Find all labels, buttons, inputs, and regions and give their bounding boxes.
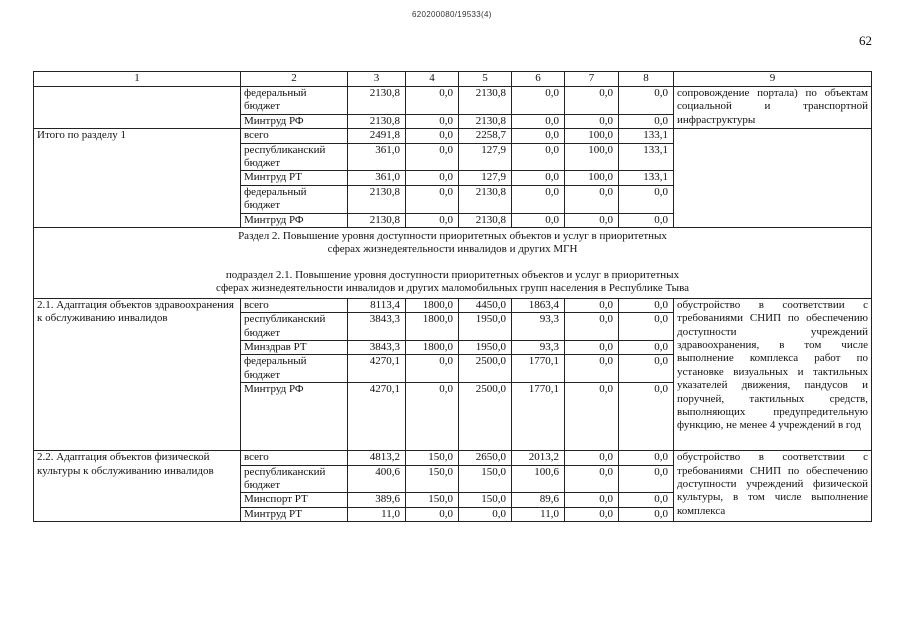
value-cell: 0,0 — [565, 340, 619, 354]
value-cell: 2130,8 — [348, 114, 406, 128]
value-cell: 0,0 — [512, 185, 565, 213]
value-cell: 0,0 — [512, 129, 565, 143]
subsection-heading-line: сферах жизнедеятельности инвалидов и других маломобильных групп населения в Республике Тыва — [215, 282, 690, 295]
value-cell: 0,0 — [565, 355, 619, 383]
subsection-heading — [40, 269, 865, 296]
total-label: Итого по разделу 1 — [34, 129, 241, 228]
value-cell: 0,0 — [565, 298, 619, 312]
table-row — [34, 451, 872, 465]
value-cell: 93,3 — [512, 340, 565, 354]
funding-source-cell: Минспорт РТ — [241, 493, 348, 507]
section-heading-line: сферах жизнедеятельности инвалидов и других МГН — [327, 243, 578, 256]
value-cell: 1950,0 — [459, 340, 512, 354]
value-cell: 0,0 — [512, 171, 565, 185]
value-cell: 89,6 — [512, 493, 565, 507]
value-cell: 0,0 — [406, 383, 459, 451]
column-header: 7 — [565, 72, 619, 87]
note-cell: обустройство в соответствии с требованиями СНИП по обеспечению доступности учреждений здравоохранения, в том числе выполнение комплекса работ по установке визуальных и тактильных указателей движения, пандусов и поручней, тактильных средств, выполняющих предупредительную функцию, не менее 4 учреждений в год — [674, 298, 872, 450]
section-title — [34, 228, 872, 299]
value-cell: 127,9 — [459, 171, 512, 185]
value-cell: 4450,0 — [459, 298, 512, 312]
value-cell: 2650,0 — [459, 451, 512, 465]
funding-source-cell: республиканский бюджет — [241, 465, 348, 493]
section-heading-line: Раздел 2. Повышение уровня доступности приоритетных объектов и услуг в приоритетных — [238, 230, 667, 243]
value-cell: 133,1 — [619, 143, 674, 171]
column-header: 4 — [406, 72, 459, 87]
value-cell: 0,0 — [512, 213, 565, 227]
value-cell: 150,0 — [406, 465, 459, 493]
value-cell: 11,0 — [348, 507, 406, 521]
value-cell: 0,0 — [406, 129, 459, 143]
funding-source-cell: федеральный бюджет — [241, 185, 348, 213]
value-cell: 0,0 — [459, 507, 512, 521]
value-cell: 2130,8 — [348, 87, 406, 115]
value-cell: 0,0 — [619, 87, 674, 115]
value-cell: 0,0 — [619, 185, 674, 213]
value-cell: 1950,0 — [459, 313, 512, 341]
table-row — [34, 87, 872, 115]
funding-source-cell: Минздрав РТ — [241, 340, 348, 354]
value-cell: 400,6 — [348, 465, 406, 493]
value-cell: 0,0 — [512, 87, 565, 115]
value-cell: 0,0 — [619, 507, 674, 521]
value-cell: 2130,8 — [459, 213, 512, 227]
value-cell: 0,0 — [565, 185, 619, 213]
value-cell: 8113,4 — [348, 298, 406, 312]
note-cell: обустройство в соответствии с требованиями СНИП по обеспечению доступности учреждений физической культуры, в том числе выполнение комплекса — [674, 451, 872, 522]
value-cell: 2130,8 — [348, 185, 406, 213]
column-header: 6 — [512, 72, 565, 87]
value-cell: 4813,2 — [348, 451, 406, 465]
value-cell: 150,0 — [459, 493, 512, 507]
value-cell: 0,0 — [619, 313, 674, 341]
value-cell: 0,0 — [512, 114, 565, 128]
funding-source-cell: республиканский бюджет — [241, 143, 348, 171]
value-cell: 0,0 — [406, 213, 459, 227]
value-cell: 0,0 — [565, 213, 619, 227]
value-cell: 361,0 — [348, 171, 406, 185]
funding-source-cell: республиканский бюджет — [241, 313, 348, 341]
value-cell: 1800,0 — [406, 298, 459, 312]
table-row — [34, 129, 872, 143]
value-cell: 0,0 — [406, 185, 459, 213]
value-cell: 1800,0 — [406, 313, 459, 341]
value-cell: 0,0 — [565, 507, 619, 521]
value-cell: 2130,8 — [459, 114, 512, 128]
value-cell: 0,0 — [406, 355, 459, 383]
value-cell: 100,0 — [565, 129, 619, 143]
document-id: 620200080/19533(4) — [412, 10, 492, 19]
column-header: 1 — [34, 72, 241, 87]
value-cell: 0,0 — [619, 340, 674, 354]
value-cell: 0,0 — [406, 143, 459, 171]
funding-source-cell: Минтруд РТ — [241, 507, 348, 521]
subsection-heading-line: подраздел 2.1. Повышение уровня доступности приоритетных объектов и услуг в приоритетных — [225, 268, 680, 281]
value-cell: 133,1 — [619, 129, 674, 143]
column-header: 2 — [241, 72, 348, 87]
funding-source-cell: всего — [241, 451, 348, 465]
value-cell: 2130,8 — [459, 87, 512, 115]
table-row — [34, 298, 872, 312]
funding-source-cell: всего — [241, 298, 348, 312]
item-label: 2.2. Адаптация объектов физической культуры к обслуживанию инвалидов — [34, 451, 241, 522]
value-cell: 2013,2 — [512, 451, 565, 465]
value-cell: 0,0 — [512, 143, 565, 171]
value-cell: 1800,0 — [406, 340, 459, 354]
value-cell: 2130,8 — [348, 213, 406, 227]
value-cell: 0,0 — [619, 298, 674, 312]
value-cell: 150,0 — [459, 465, 512, 493]
section-row — [34, 228, 872, 299]
funding-source-cell: Минтруд РФ — [241, 383, 348, 451]
funding-source-cell: федеральный бюджет — [241, 87, 348, 115]
value-cell: 0,0 — [619, 493, 674, 507]
value-cell: 150,0 — [406, 451, 459, 465]
value-cell: 2130,8 — [459, 185, 512, 213]
funding-source-cell: федеральный бюджет — [241, 355, 348, 383]
value-cell: 0,0 — [406, 114, 459, 128]
empty-note-cell — [674, 129, 872, 228]
budget-table — [33, 71, 872, 522]
funding-source-cell: Минтруд РТ — [241, 171, 348, 185]
note-cell: сопровождение портала) по объектам социальной и транспортной инфраструктуры — [674, 87, 872, 129]
value-cell: 0,0 — [406, 171, 459, 185]
value-cell: 2258,7 — [459, 129, 512, 143]
empty-cell — [34, 87, 241, 129]
value-cell: 93,3 — [512, 313, 565, 341]
value-cell: 100,0 — [565, 171, 619, 185]
value-cell: 0,0 — [565, 313, 619, 341]
value-cell: 0,0 — [619, 383, 674, 451]
funding-source-cell: Минтруд РФ — [241, 213, 348, 227]
funding-source-cell: всего — [241, 129, 348, 143]
value-cell: 0,0 — [565, 383, 619, 451]
value-cell: 4270,1 — [348, 355, 406, 383]
value-cell: 1770,1 — [512, 383, 565, 451]
value-cell: 361,0 — [348, 143, 406, 171]
value-cell: 0,0 — [619, 355, 674, 383]
value-cell: 389,6 — [348, 493, 406, 507]
value-cell: 0,0 — [565, 114, 619, 128]
value-cell: 127,9 — [459, 143, 512, 171]
column-header: 3 — [348, 72, 406, 87]
value-cell: 1770,1 — [512, 355, 565, 383]
header-row — [34, 72, 872, 87]
value-cell: 133,1 — [619, 171, 674, 185]
value-cell: 2500,0 — [459, 355, 512, 383]
section-heading — [40, 230, 865, 257]
value-cell: 100,6 — [512, 465, 565, 493]
funding-source-cell: Минтруд РФ — [241, 114, 348, 128]
value-cell: 11,0 — [512, 507, 565, 521]
value-cell: 4270,1 — [348, 383, 406, 451]
value-cell: 0,0 — [619, 465, 674, 493]
value-cell: 0,0 — [619, 451, 674, 465]
value-cell: 1863,4 — [512, 298, 565, 312]
value-cell: 2491,8 — [348, 129, 406, 143]
value-cell: 0,0 — [565, 451, 619, 465]
value-cell: 0,0 — [619, 213, 674, 227]
value-cell: 3843,3 — [348, 340, 406, 354]
column-header: 8 — [619, 72, 674, 87]
value-cell: 2500,0 — [459, 383, 512, 451]
value-cell: 0,0 — [619, 114, 674, 128]
page-number: 62 — [859, 33, 872, 48]
value-cell: 150,0 — [406, 493, 459, 507]
value-cell: 100,0 — [565, 143, 619, 171]
column-header: 9 — [674, 72, 872, 87]
value-cell: 0,0 — [406, 507, 459, 521]
column-header: 5 — [459, 72, 512, 87]
value-cell: 0,0 — [406, 87, 459, 115]
value-cell: 0,0 — [565, 465, 619, 493]
value-cell: 0,0 — [565, 493, 619, 507]
value-cell: 3843,3 — [348, 313, 406, 341]
item-label: 2.1. Адаптация объектов здравоохранения к обслуживанию инвалидов — [34, 298, 241, 450]
value-cell: 0,0 — [565, 87, 619, 115]
